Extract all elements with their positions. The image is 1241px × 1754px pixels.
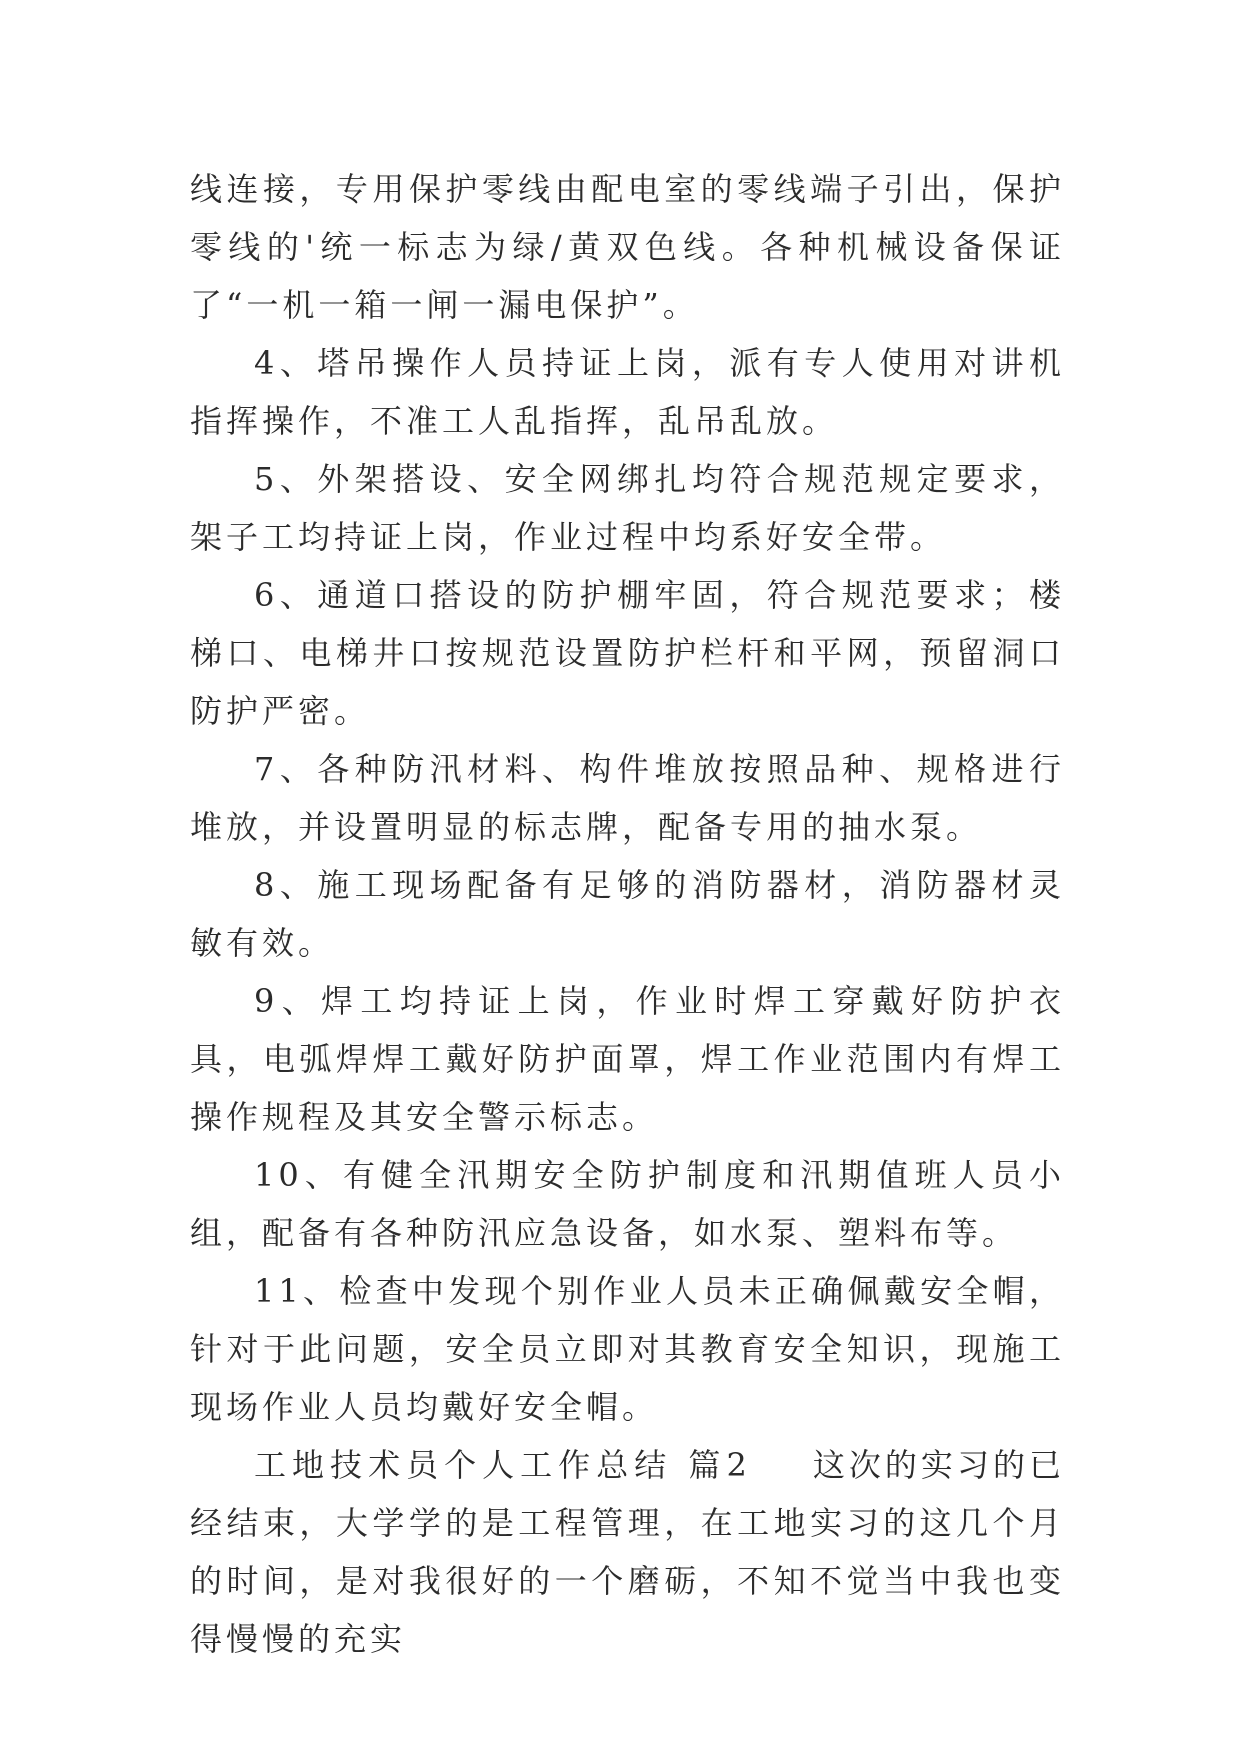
paragraph-item-5: 5、外架搭设、安全网绑扎均符合规范规定要求，架子工均持证上岗，作业过程中均系好安全带。	[190, 460, 1065, 556]
paragraph-item-7: 7、各种防汛材料、构件堆放按照品种、规格进行堆放，并设置明显的标志牌，配备专用的抽水泵。	[190, 750, 1065, 846]
paragraph-item-4: 4、塔吊操作人员持证上岗，派有专人使用对讲机指挥操作，不准工人乱指挥，乱吊乱放。	[190, 344, 1065, 440]
section-2-body: 这次的实习的已经结束，大学学的是工程管理，在工地实习的这几个月的时间，是对我很好的一个磨砺，不知不觉当中我也变得慢慢的充实	[190, 1446, 1065, 1658]
paragraph-item-11: 11、检查中发现个别作业人员未正确佩戴安全帽，针对于此问题，安全员立即对其教育安全知识，现施工现场作业人员均戴好安全帽。	[190, 1272, 1065, 1426]
paragraph-item-9: 9、焊工均持证上岗，作业时焊工穿戴好防护衣具，电弧焊焊工戴好防护面罩，焊工作业范围内有焊工操作规程及其安全警示标志。	[190, 982, 1065, 1136]
section-2-heading: 工地技术员个人工作总结 篇2	[254, 1446, 753, 1484]
paragraph-item-6: 6、通道口搭设的防护棚牢固，符合规范要求；楼梯口、电梯井口按规范设置防护栏杆和平网，预留洞口防护严密。	[190, 576, 1065, 730]
document-body	[190, 160, 1065, 1668]
paragraph-item-8: 8、施工现场配备有足够的消防器材，消防器材灵敏有效。	[190, 866, 1065, 962]
paragraph-item-10: 10、有健全汛期安全防护制度和汛期值班人员小组，配备有各种防汛应急设备，如水泵、塑料布等。	[190, 1156, 1065, 1252]
section-2-paragraph	[190, 1436, 1065, 1668]
paragraph-continuation: 线连接，专用保护零线由配电室的零线端子引出，保护零线的'统一标志为绿/黄双色线。各种机械设备保证了“一机一箱一闸一漏电保护”。	[190, 170, 1065, 324]
